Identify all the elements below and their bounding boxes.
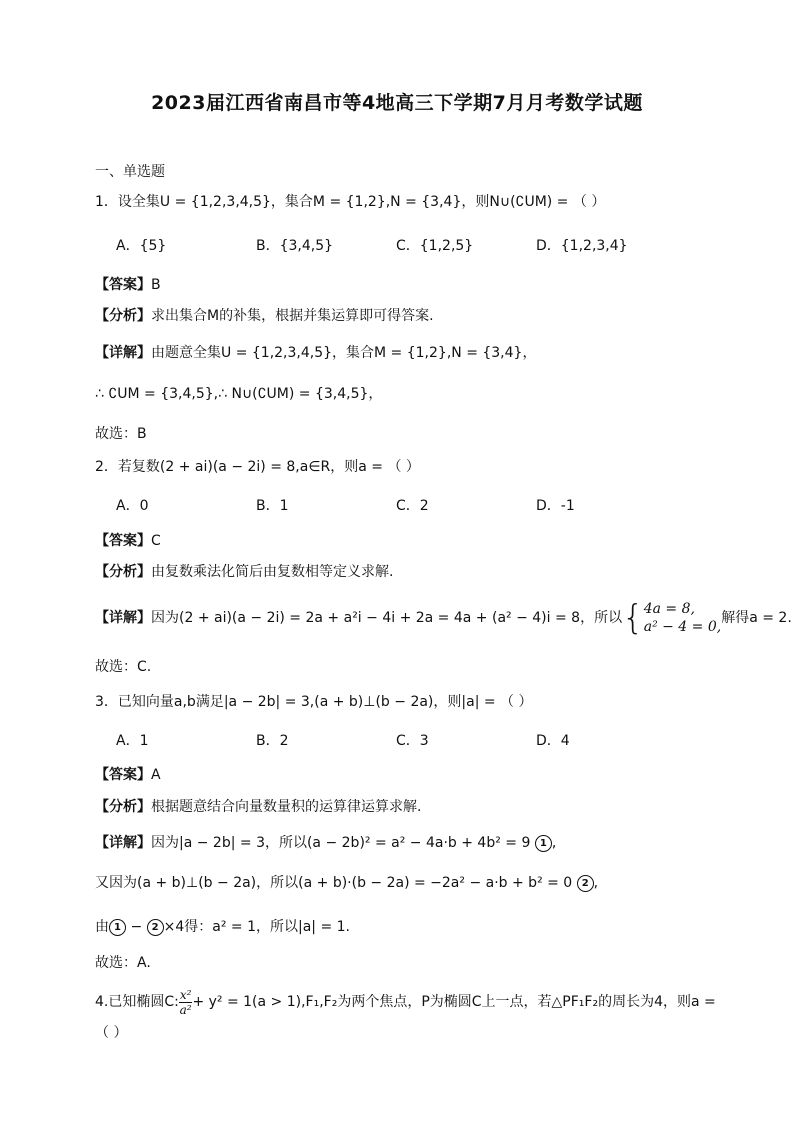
- option-b: B．1: [256, 498, 289, 514]
- question-4-lead: 4.已知椭圆C:: [95, 994, 179, 1010]
- analysis-label: 【分析】: [95, 799, 151, 815]
- question-1-text: 1．设全集U = {1,2,3,4,5}，集合M = {1,2},N = {3,4}，则N∪(∁UM) = （ ）: [95, 194, 606, 210]
- detail-text: 由题意全集U = {1,2,3,4,5}，集合M = {1,2},N = {3,4}，: [151, 345, 537, 361]
- answer-value: B: [151, 277, 161, 293]
- option-a: A．{5}: [116, 238, 167, 254]
- option-a: A．0: [116, 498, 149, 514]
- option-b: B．{3,4,5}: [256, 238, 334, 254]
- page-title: 2023届江西省南昌市等4地高三下学期7月月考数学试题: [151, 92, 643, 114]
- answer-label: 【答案】: [95, 277, 151, 293]
- analysis-text: 求出集合M的补集，根据并集运算即可得答案.: [151, 308, 434, 324]
- detail-line: 由 1 − 2 ×4得：a² = 1，所以|a| = 1.: [95, 919, 351, 935]
- analysis-label: 【分析】: [95, 308, 151, 324]
- detail-label: 【详解】: [95, 835, 151, 851]
- brace-symbol: {: [622, 598, 644, 638]
- detail-line: 【详解】因为|a − 2b| = 3，所以(a − 2b)² = a² − 4a·b + 4b² = 9 1 ,: [95, 835, 557, 851]
- answer-label: 【答案】: [95, 767, 151, 783]
- answer-line: [95, 275, 161, 295]
- circled-number-2: 2: [577, 875, 594, 892]
- option-b: B．2: [256, 733, 289, 749]
- analysis-text: 根据题意结合向量数量积的运算律运算求解.: [151, 799, 422, 815]
- detail-text: 由: [95, 919, 109, 935]
- option-d: D．-1: [536, 498, 575, 514]
- option-a: A．1: [116, 733, 149, 749]
- detail-line: 又因为(a + b)⊥(b − 2a)，所以(a + b)·(b − 2a) = −2a² − a·b + b² = 0 2 ,: [95, 875, 599, 891]
- choose-label: 故选：: [95, 426, 137, 442]
- question-4-body: + y² = 1(a > 1),F₁,F₂为两个焦点，P为椭圆C上一点，若△PF₁F₂的周长为4，则a =: [192, 994, 716, 1010]
- analysis-label: 【分析】: [95, 564, 151, 580]
- choose-line: [95, 657, 151, 677]
- choose-value: C.: [137, 659, 152, 675]
- fraction: [179, 988, 193, 1017]
- detail-line: [95, 343, 536, 363]
- detail-text: 因为(2 + ai)(a − 2i) = 2a + a²i − 4i + 2a = 4a + (a² − 4)i = 8，所以: [151, 610, 623, 626]
- detail-text: ×4得：a² = 1，所以|a| = 1.: [163, 919, 351, 935]
- choose-value: B: [137, 426, 147, 442]
- option-c: C．{1,2,5}: [396, 238, 474, 254]
- equation-1: 4a = 8,: [643, 601, 695, 617]
- analysis-text: 由复数乘法化简后由复数相等定义求解.: [151, 564, 394, 580]
- question-4-bracket: （ ）: [95, 1025, 128, 1041]
- answer-label: 【答案】: [95, 533, 151, 549]
- analysis-line: [95, 306, 434, 326]
- fraction-denominator: a²: [179, 1002, 192, 1017]
- choose-line: [95, 424, 147, 444]
- option-c: C．3: [396, 733, 429, 749]
- detail-result: 解得a = 2.: [721, 610, 792, 626]
- answer-value: C: [151, 533, 161, 549]
- equation-system: [644, 600, 722, 636]
- answer-value: A: [151, 767, 161, 783]
- choose-value: A.: [137, 955, 151, 971]
- circled-number-1: 1: [535, 835, 552, 852]
- detail-line: ∴ ∁UM = {3,4,5},∴ N∪(∁UM) = {3,4,5}，: [95, 386, 383, 402]
- question-4-text: [95, 985, 716, 1019]
- detail-text: 又因为(a + b)⊥(b − 2a)，所以(a + b)·(b − 2a) = −2a² − a·b + b² = 0: [95, 875, 573, 891]
- option-d: D．4: [536, 733, 570, 749]
- question-2-text: 2．若复数(2 + ai)(a − 2i) = 8,a∈R，则a = （ ）: [95, 459, 420, 475]
- circled-number-1: 1: [109, 919, 126, 936]
- question-3-options: [116, 731, 676, 751]
- analysis-line: [95, 797, 421, 817]
- answer-line: [95, 531, 161, 551]
- option-c: C．2: [396, 498, 429, 514]
- answer-line: [95, 765, 161, 785]
- question-3-text: 3．已知向量a,b满足|a − 2b| = 3,(a + b)⊥(b − 2a)，则|a| = （ ）: [95, 694, 533, 710]
- detail-label: 【详解】: [95, 610, 151, 626]
- choose-label: 故选：: [95, 659, 137, 675]
- circled-number-2: 2: [147, 919, 164, 936]
- question-2-options: [116, 496, 676, 516]
- detail-label: 【详解】: [95, 345, 151, 361]
- detail-text: 因为|a − 2b| = 3，所以(a − 2b)² = a² − 4a·b + 4b² = 9: [151, 835, 531, 851]
- section-heading: 一、单选题: [95, 164, 165, 180]
- option-d: D．{1,2,3,4}: [536, 238, 628, 254]
- fraction-numerator: x²: [179, 987, 192, 1002]
- question-1-options: [116, 236, 676, 256]
- choose-label: 故选：: [95, 955, 137, 971]
- detail-line: [95, 598, 792, 638]
- analysis-line: [95, 562, 393, 582]
- equation-2: a² − 4 = 0,: [643, 619, 722, 635]
- choose-line: [95, 953, 151, 973]
